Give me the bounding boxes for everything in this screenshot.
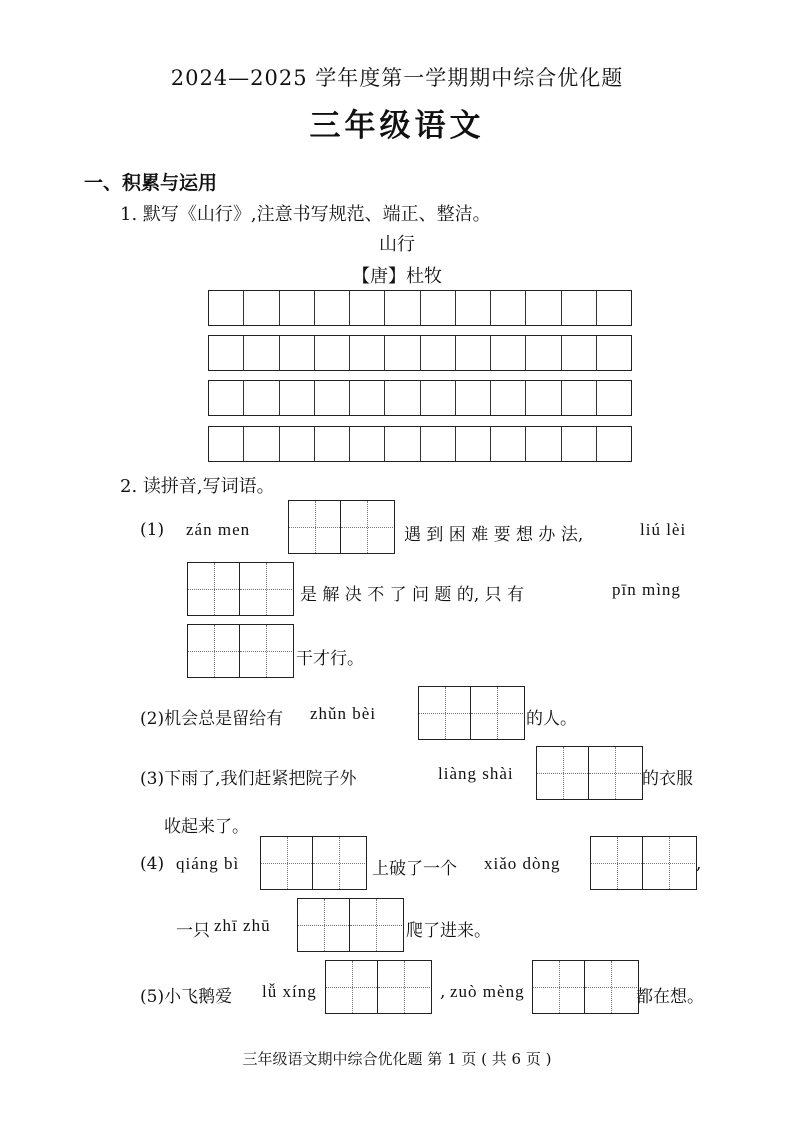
writing-cell[interactable] xyxy=(421,336,456,370)
question-1-prompt: 1. 默写《山行》,注意书写规范、端正、整洁。 xyxy=(120,204,491,225)
writing-cell[interactable] xyxy=(385,291,420,325)
pinyin: zhī zhū xyxy=(214,916,271,935)
question-2-prompt: 2. 读拼音,写词语。 xyxy=(120,476,275,497)
sentence-text: 一只 xyxy=(176,921,210,941)
sentence-text: 干才行。 xyxy=(296,649,364,669)
writing-cell[interactable] xyxy=(315,427,350,461)
sentence-text: 遇 到 困 难 要 想 办 法, xyxy=(404,525,584,545)
answer-box-zhunbei[interactable] xyxy=(418,686,525,740)
writing-cell[interactable] xyxy=(562,427,597,461)
writing-cell[interactable] xyxy=(244,381,279,415)
pinyin: pīn mìng xyxy=(612,580,681,599)
char-cell[interactable] xyxy=(240,563,292,615)
writing-cell[interactable] xyxy=(562,381,597,415)
answer-box-zhizhu[interactable] xyxy=(297,898,404,952)
sentence-text: (3)下雨了,我们赶紧把院子外 xyxy=(140,769,357,789)
item-number: (4) xyxy=(140,854,165,874)
section-heading: 一、积累与运用 xyxy=(84,172,218,194)
sentence-text: 是 解 决 不 了 问 题 的, 只 有 xyxy=(300,585,525,605)
writing-cell[interactable] xyxy=(597,427,631,461)
writing-cell[interactable] xyxy=(491,291,526,325)
writing-cell[interactable] xyxy=(562,336,597,370)
char-cell[interactable] xyxy=(589,747,641,799)
char-cell[interactable] xyxy=(240,625,292,677)
writing-cell[interactable] xyxy=(385,427,420,461)
writing-cell[interactable] xyxy=(421,381,456,415)
char-cell[interactable] xyxy=(591,837,643,889)
writing-cell[interactable] xyxy=(562,291,597,325)
sentence-text: 上破了一个 xyxy=(372,859,457,879)
char-cell[interactable] xyxy=(533,961,585,1013)
pinyin: zhǔn bèi xyxy=(310,704,377,723)
poem-writing-row[interactable] xyxy=(208,380,632,416)
pinyin: qiáng bì xyxy=(176,854,240,873)
answer-box-liulei[interactable] xyxy=(187,562,294,616)
writing-cell[interactable] xyxy=(421,427,456,461)
writing-cell[interactable] xyxy=(244,427,279,461)
writing-cell[interactable] xyxy=(209,291,244,325)
poem-writing-row[interactable] xyxy=(208,290,632,326)
item-number: (1) xyxy=(140,520,165,540)
sentence-text: , xyxy=(696,854,702,874)
sentence-text: 的人。 xyxy=(526,709,577,729)
writing-cell[interactable] xyxy=(280,381,315,415)
writing-cell[interactable] xyxy=(350,336,385,370)
sentence-text: 收起来了。 xyxy=(164,817,249,837)
writing-cell[interactable] xyxy=(526,336,561,370)
answer-box-liangshai[interactable] xyxy=(536,746,643,800)
char-cell[interactable] xyxy=(261,837,313,889)
writing-cell[interactable] xyxy=(597,381,631,415)
writing-cell[interactable] xyxy=(456,291,491,325)
writing-cell[interactable] xyxy=(315,336,350,370)
char-cell[interactable] xyxy=(313,837,365,889)
poem-title: 山行 xyxy=(379,234,415,255)
sentence-text: (2)机会总是留给有 xyxy=(140,709,284,729)
sentence-text: 都在想。 xyxy=(636,987,704,1007)
writing-cell[interactable] xyxy=(315,381,350,415)
pinyin: xiǎo dòng xyxy=(484,854,561,873)
pinyin: liàng shài xyxy=(438,764,514,783)
sentence-text: , xyxy=(440,982,446,1002)
page-title: 三年级语文 xyxy=(309,108,485,144)
answer-box-pinming[interactable] xyxy=(187,624,294,678)
pinyin: lǚ xíng xyxy=(262,982,317,1001)
writing-cell[interactable] xyxy=(456,381,491,415)
poem-writing-row[interactable] xyxy=(208,426,632,462)
sentence-text: 爬了进来。 xyxy=(406,921,491,941)
char-cell[interactable] xyxy=(326,961,378,1013)
char-cell[interactable] xyxy=(188,563,240,615)
char-cell[interactable] xyxy=(298,899,350,951)
char-cell[interactable] xyxy=(643,837,695,889)
writing-cell[interactable] xyxy=(244,291,279,325)
writing-cell[interactable] xyxy=(244,336,279,370)
writing-cell[interactable] xyxy=(421,291,456,325)
writing-cell[interactable] xyxy=(350,291,385,325)
writing-cell[interactable] xyxy=(280,427,315,461)
answer-box-qiangbi[interactable] xyxy=(260,836,367,890)
page-footer: 三年级语文期中综合优化题 第 1 页 ( 共 6 页 ) xyxy=(242,1050,552,1068)
writing-cell[interactable] xyxy=(491,427,526,461)
sentence-text: (5)小飞鹅爱 xyxy=(140,987,233,1007)
writing-cell[interactable] xyxy=(597,291,631,325)
writing-cell[interactable] xyxy=(456,427,491,461)
char-cell[interactable] xyxy=(537,747,589,799)
writing-cell[interactable] xyxy=(456,336,491,370)
writing-cell[interactable] xyxy=(280,291,315,325)
writing-cell[interactable] xyxy=(209,336,244,370)
char-cell[interactable] xyxy=(471,687,523,739)
sentence-text: 的衣服 xyxy=(642,769,693,789)
writing-cell[interactable] xyxy=(385,381,420,415)
writing-cell[interactable] xyxy=(350,381,385,415)
answer-box-zanmen[interactable] xyxy=(288,500,395,554)
char-cell[interactable] xyxy=(188,625,240,677)
writing-cell[interactable] xyxy=(209,427,244,461)
answer-box-zuomeng[interactable] xyxy=(532,960,639,1014)
poem-author: 【唐】杜牧 xyxy=(352,266,442,287)
poem-writing-row[interactable] xyxy=(208,335,632,371)
writing-cell[interactable] xyxy=(597,336,631,370)
writing-cell[interactable] xyxy=(491,336,526,370)
writing-cell[interactable] xyxy=(350,427,385,461)
pinyin: zuò mèng xyxy=(450,982,525,1001)
writing-cell[interactable] xyxy=(315,291,350,325)
char-cell[interactable] xyxy=(585,961,637,1013)
char-cell[interactable] xyxy=(378,961,430,1013)
writing-cell[interactable] xyxy=(491,381,526,415)
pinyin: liú lèi xyxy=(640,520,687,539)
writing-cell[interactable] xyxy=(385,336,420,370)
char-cell[interactable] xyxy=(419,687,471,739)
exam-header: 2024—2025 学年度第一学期期中综合优化题 xyxy=(170,66,624,90)
char-cell[interactable] xyxy=(350,899,402,951)
char-cell[interactable] xyxy=(341,501,393,553)
answer-box-lvxing[interactable] xyxy=(325,960,432,1014)
answer-box-xiaodong[interactable] xyxy=(590,836,697,890)
char-cell[interactable] xyxy=(289,501,341,553)
pinyin: zán men xyxy=(186,520,251,539)
writing-cell[interactable] xyxy=(526,381,561,415)
writing-cell[interactable] xyxy=(526,427,561,461)
writing-cell[interactable] xyxy=(209,381,244,415)
writing-cell[interactable] xyxy=(526,291,561,325)
writing-cell[interactable] xyxy=(280,336,315,370)
